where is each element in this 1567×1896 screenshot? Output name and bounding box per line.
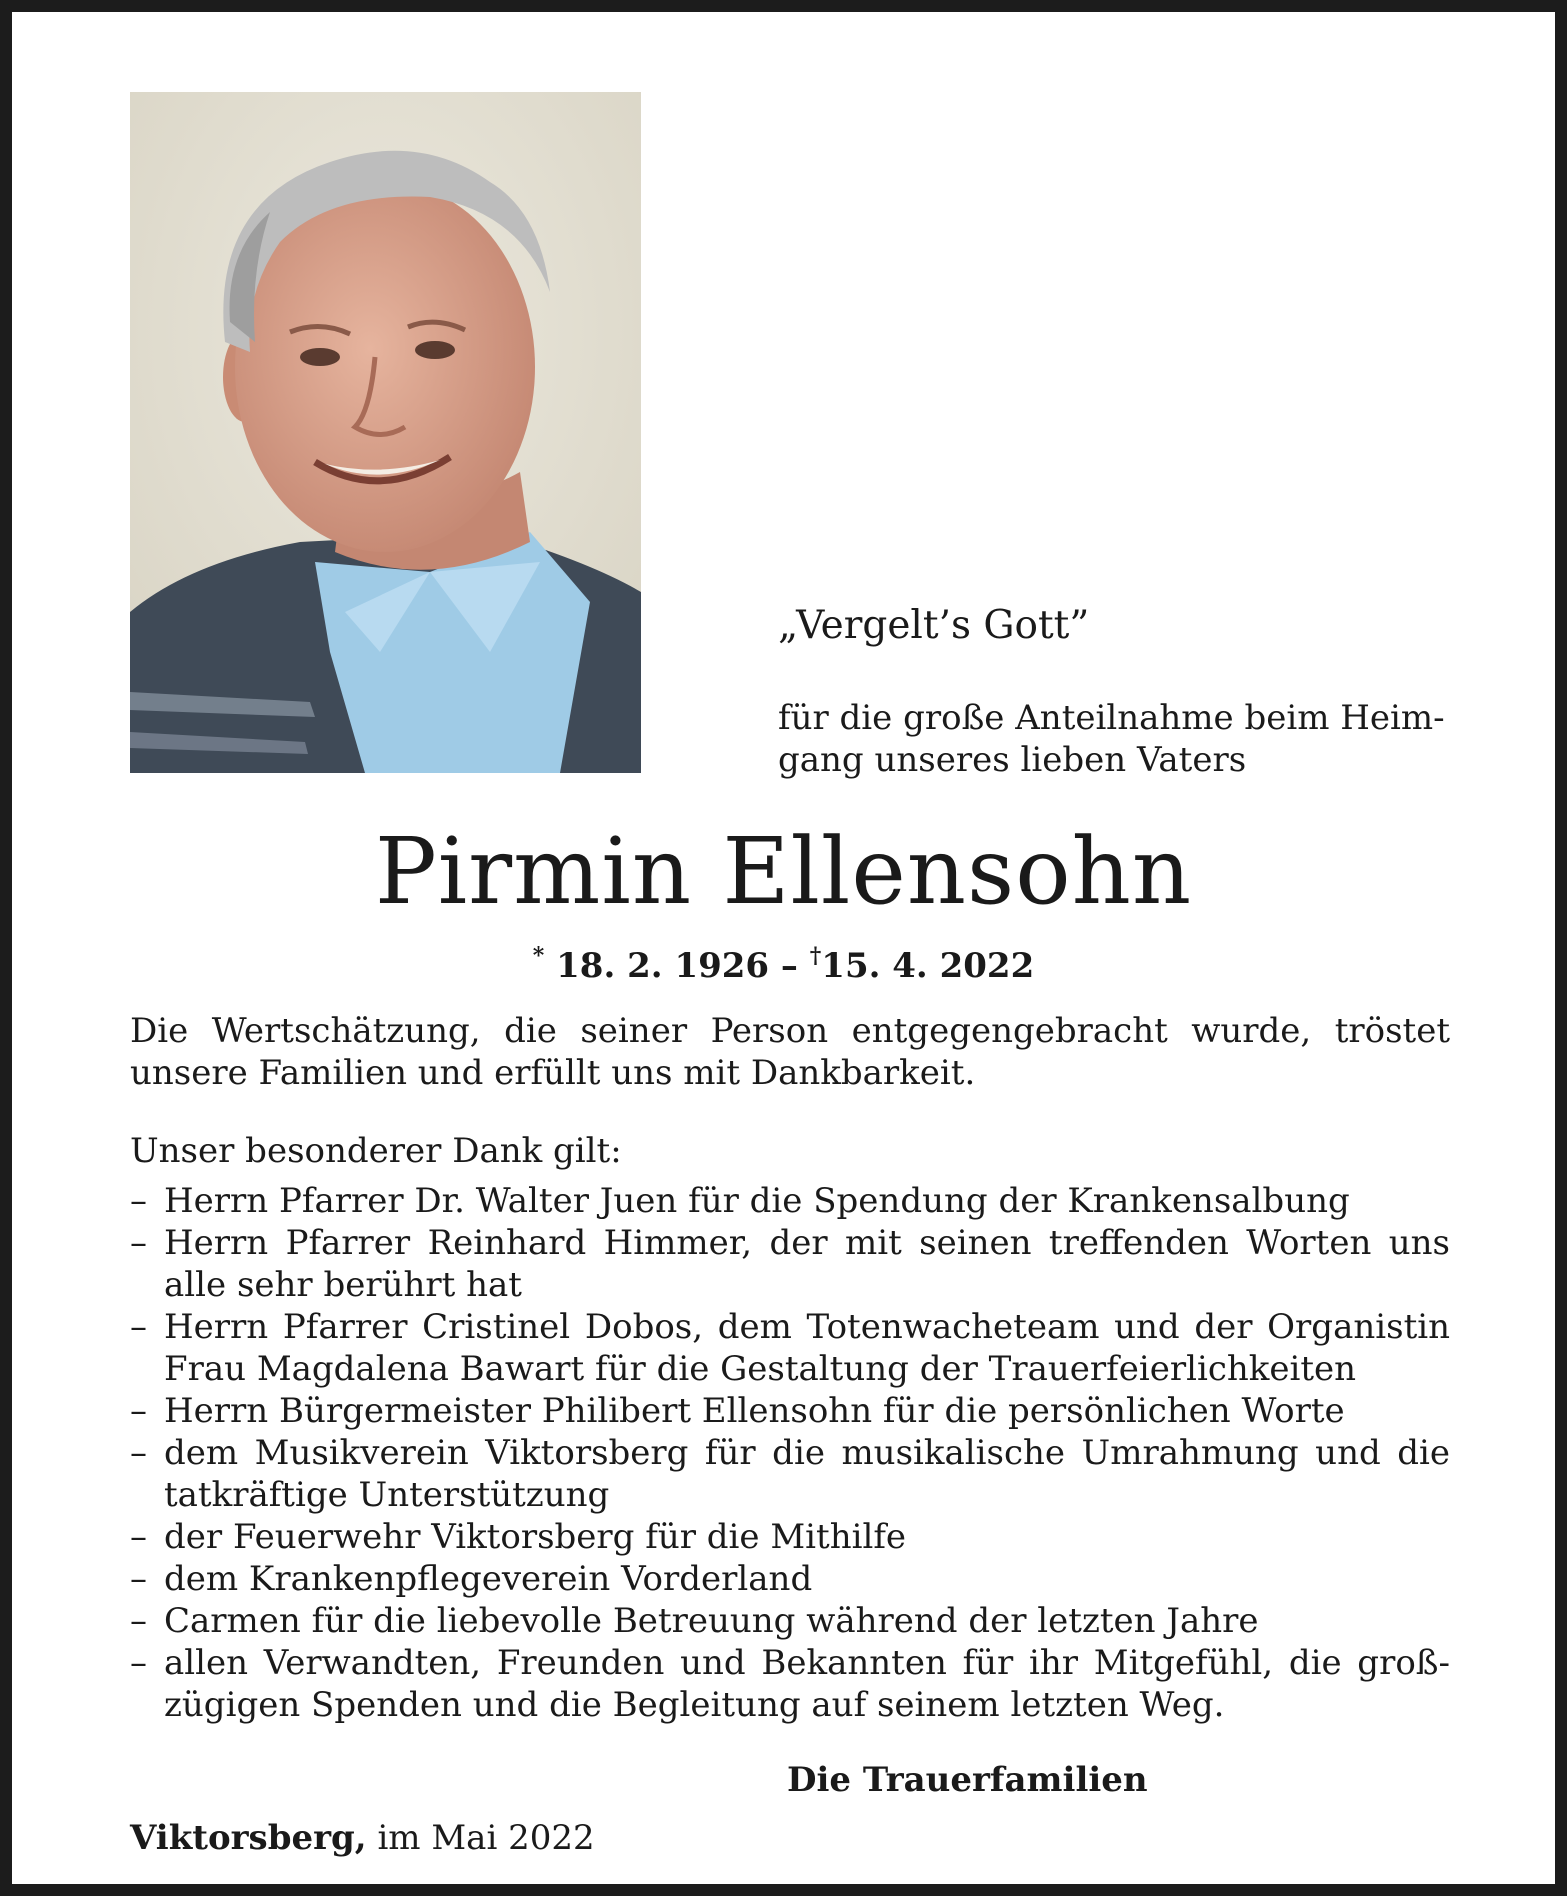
date: im Mai 2022	[377, 1818, 595, 1858]
list-item	[130, 1432, 1450, 1516]
death-symbol: †	[809, 943, 822, 969]
list-dash: –	[130, 1559, 147, 1599]
list-item-line: tatkräftige Unterstützung	[164, 1475, 610, 1515]
list-dash: –	[130, 1181, 147, 1221]
list-item	[130, 1222, 1450, 1306]
list-item-line: allen Verwandten, Freunden und Bekannten für ihr Mitgefühl, die groß-	[164, 1643, 1450, 1683]
list-dash: –	[130, 1643, 147, 1683]
list-item-line: Herrn Pfarrer Reinhard Himmer, der mit seinen treffenden Worten uns	[164, 1223, 1450, 1263]
intro-line: für die große Anteilnahme beim Heim-	[778, 698, 1445, 738]
paragraph-line: Die Wertschätzung, die seiner Person entgegengebracht wurde, tröstet	[130, 1011, 1450, 1051]
list-item-line: Frau Magdalena Bawart für die Gestaltung der Trauerfeierlichkeiten	[164, 1349, 1357, 1389]
list-item	[130, 1180, 1450, 1222]
list-item	[130, 1558, 1450, 1600]
intro-line: gang unseres lieben Vaters	[778, 740, 1247, 780]
list-item-line: Carmen für die liebevolle Betreuung während der letzten Jahre	[164, 1601, 1259, 1641]
list-dash: –	[130, 1517, 147, 1557]
birth-date: 18. 2. 1926	[556, 946, 770, 986]
list-item-line: Herrn Pfarrer Cristinel Dobos, dem Totenwacheteam und der Organistin	[164, 1307, 1450, 1347]
list-item	[130, 1600, 1450, 1642]
death-date: 15. 4. 2022	[821, 946, 1035, 986]
list-item-line: zügigen Spenden und die Begleitung auf seinem letzten Weg.	[164, 1685, 1225, 1725]
place: Viktorsberg,	[130, 1818, 367, 1858]
list-dash: –	[130, 1307, 147, 1347]
list-dash: –	[130, 1223, 147, 1263]
list-dash: –	[130, 1433, 147, 1473]
thanks-list	[130, 1180, 1450, 1726]
list-item	[130, 1642, 1450, 1726]
portrait-shirt	[315, 532, 590, 773]
list-item-line: Herrn Bürgermeister Philibert Ellensohn für die persönlichen Worte	[164, 1391, 1345, 1431]
list-item-line: alle sehr berührt hat	[164, 1265, 522, 1305]
date-separator: –	[780, 946, 798, 986]
place-date	[130, 1816, 595, 1860]
life-dates	[12, 934, 1555, 988]
intro-quote: „Vergelt’s Gott”	[778, 603, 1090, 648]
list-dash: –	[130, 1391, 147, 1431]
list-item	[130, 1516, 1450, 1558]
list-item-line: Herrn Pfarrer Dr. Walter Juen für die Spendung der Krankensalbung	[164, 1181, 1350, 1221]
portrait-photo	[130, 92, 641, 773]
intro-text	[778, 697, 1458, 781]
gratitude-paragraph	[130, 1010, 1450, 1094]
list-item	[130, 1306, 1450, 1390]
thanks-heading: Unser besonderer Dank gilt:	[130, 1131, 622, 1171]
birth-symbol: *	[532, 943, 545, 969]
list-item-line: dem Musikverein Viktorsberg für die musikalische Umrahmung und die	[164, 1433, 1450, 1473]
signature: Die Trauerfamilien	[787, 1760, 1148, 1800]
paragraph-line: unsere Familien und erfüllt uns mit Dankbarkeit.	[130, 1053, 976, 1093]
list-item-line: dem Krankenpflegeverein Vorderland	[164, 1559, 813, 1599]
list-item	[130, 1390, 1450, 1432]
list-item-line: der Feuerwehr Viktorsberg für die Mithilfe	[164, 1517, 907, 1557]
list-dash: –	[130, 1601, 147, 1641]
deceased-name: Pirmin Ellensohn	[374, 818, 1193, 925]
